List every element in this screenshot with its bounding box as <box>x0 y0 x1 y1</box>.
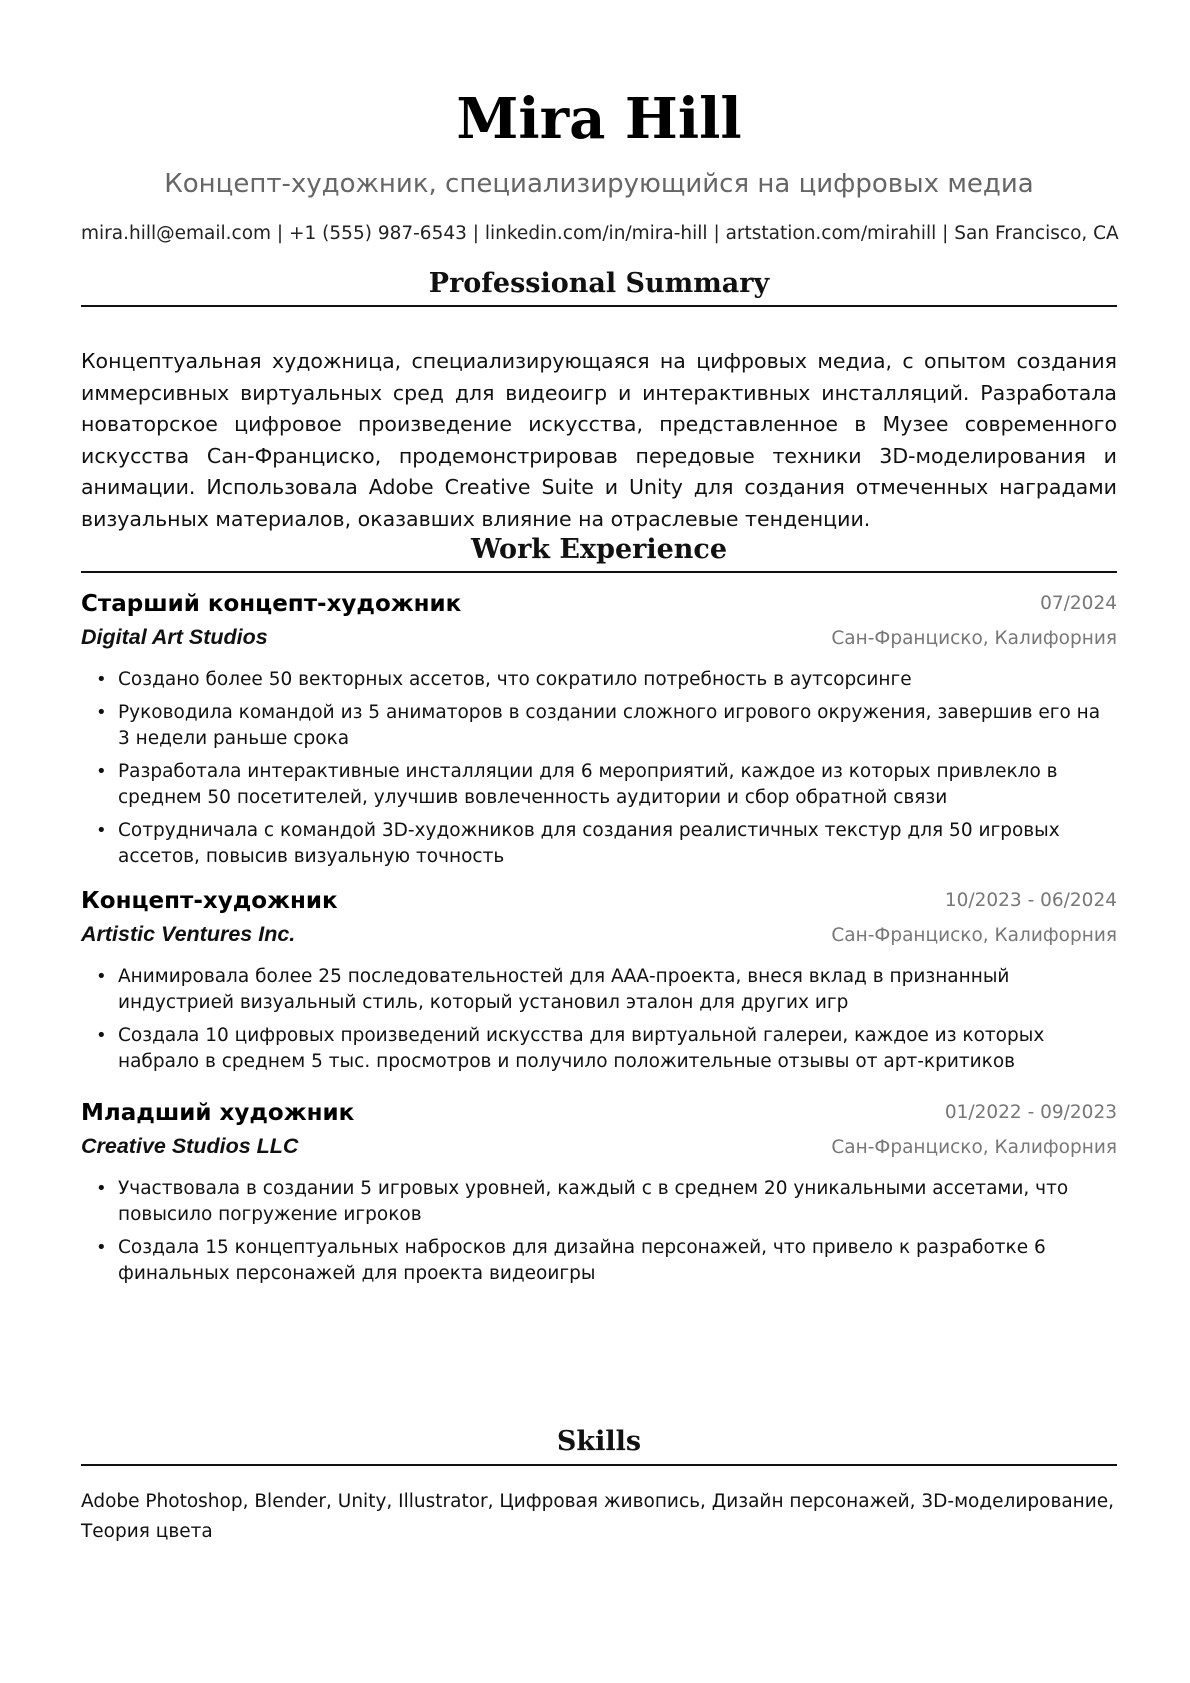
section-title-skills: Skills <box>556 1426 642 1457</box>
job-bullet-text: Руководила командой из 5 аниматоров в создании сложного игрового окружения, завершив его на 3 недели раньше срока <box>118 702 1101 749</box>
job-bullet-text: Создано более 50 векторных ассетов, что сократило потребность в аутсорсинге <box>118 669 912 690</box>
job-bullet-text: Разработала интерактивные инсталляции для 6 мероприятий, каждое из которых привлекло в среднем 50 посетителей, улучшив вовлеченность аудитории и сбор обратной связи <box>118 761 1058 808</box>
job-bullet <box>81 1176 1117 1228</box>
job-bullet <box>81 1023 1117 1075</box>
job-title: Младший художник <box>81 1100 355 1126</box>
summary-text: Концептуальная художница, специализирующаяся на цифровых медиа, с опытом создания иммерсивных виртуальных сред для видеоигр и интерактивных инсталляций. Разработала новаторское цифровое произведение искусства, представленное в Музее современного искусства Сан-Франциско, продемонстрировав передовые техники 3D-моделирования и анимации. Использовала Adobe Creative Suite и Unity для создания отмеченных наградами визуальных материалов, оказавших влияние на отраслевые тенденции. <box>81 349 1117 531</box>
skills-list: Adobe Photoshop, Blender, Unity, Illustrator, Цифровая живопись, Дизайн персонажей, 3D-моделирование, Теория цвета <box>81 1491 1115 1542</box>
contact-line: mira.hill@email.com | +1 (555) 987-6543 | linkedin.com/in/mira-hill | artstation.com/mirahill | San Francisco, CA <box>81 223 1119 244</box>
job-title: Старший концепт-художник <box>81 591 462 617</box>
section-title-experience: Work Experience <box>470 534 728 565</box>
section-title-summary: Professional Summary <box>428 268 770 299</box>
job-bullet <box>81 964 1117 1016</box>
job-date: 10/2023 - 06/2024 <box>944 890 1117 911</box>
bullet-icon: • <box>96 966 107 987</box>
bullet-icon: • <box>96 702 107 723</box>
section-divider <box>81 571 1117 573</box>
candidate-headline: Концепт-художник, специализирующийся на цифровых медиа <box>164 169 1034 199</box>
bullet-icon: • <box>96 669 107 690</box>
job-bullet-text: Создала 10 цифровых произведений искусства для виртуальной галереи, каждое из которых набрало в среднем 5 тыс. просмотров и получило положительные отзывы от арт-критиков <box>118 1025 1045 1072</box>
bullet-icon: • <box>96 761 107 782</box>
bullet-icon: • <box>96 820 107 841</box>
job-bullet <box>81 667 1117 693</box>
section-divider <box>81 1464 1117 1466</box>
bullet-icon: • <box>96 1178 107 1199</box>
job-bullet-list <box>81 964 1117 1082</box>
job-bullet <box>81 818 1117 870</box>
job-bullet <box>81 759 1117 811</box>
candidate-name: Mira Hill <box>456 86 742 152</box>
job-location: Сан-Франциско, Калифорния <box>831 1137 1117 1158</box>
bullet-icon: • <box>96 1237 107 1258</box>
job-bullet-text: Создала 15 концептуальных набросков для дизайна персонажей, что привело к разработке 6 финальных персонажей для проекта видеоигры <box>118 1237 1046 1284</box>
job-bullet-text: Анимировала более 25 последовательностей для ААА-проекта, внеся вклад в признанный индустрией визуальный стиль, который установил эталон для других игр <box>118 966 1010 1013</box>
bullet-icon: • <box>96 1025 107 1046</box>
job-company: Creative Studios LLC <box>81 1134 299 1158</box>
job-date: 01/2022 - 09/2023 <box>944 1102 1117 1123</box>
job-location: Сан-Франциско, Калифорния <box>831 628 1117 649</box>
job-company: Digital Art Studios <box>81 625 268 649</box>
job-bullet <box>81 700 1117 752</box>
job-bullet <box>81 1235 1117 1287</box>
job-title: Концепт-художник <box>81 888 338 914</box>
job-bullet-text: Сотрудничала с командой 3D-художников для создания реалистичных текстур для 50 игровых ассетов, повысив визуальную точность <box>118 820 1060 867</box>
job-location: Сан-Франциско, Калифорния <box>831 925 1117 946</box>
job-bullet-list <box>81 1176 1117 1294</box>
job-date: 07/2024 <box>1040 593 1117 614</box>
job-bullet-list <box>81 667 1117 877</box>
job-bullet-text: Участвовала в создании 5 игровых уровней, каждый с в среднем 20 уникальными ассетами, что повысило погружение игроков <box>118 1178 1069 1225</box>
section-divider <box>81 305 1117 307</box>
job-company: Artistic Ventures Inc. <box>81 922 296 946</box>
